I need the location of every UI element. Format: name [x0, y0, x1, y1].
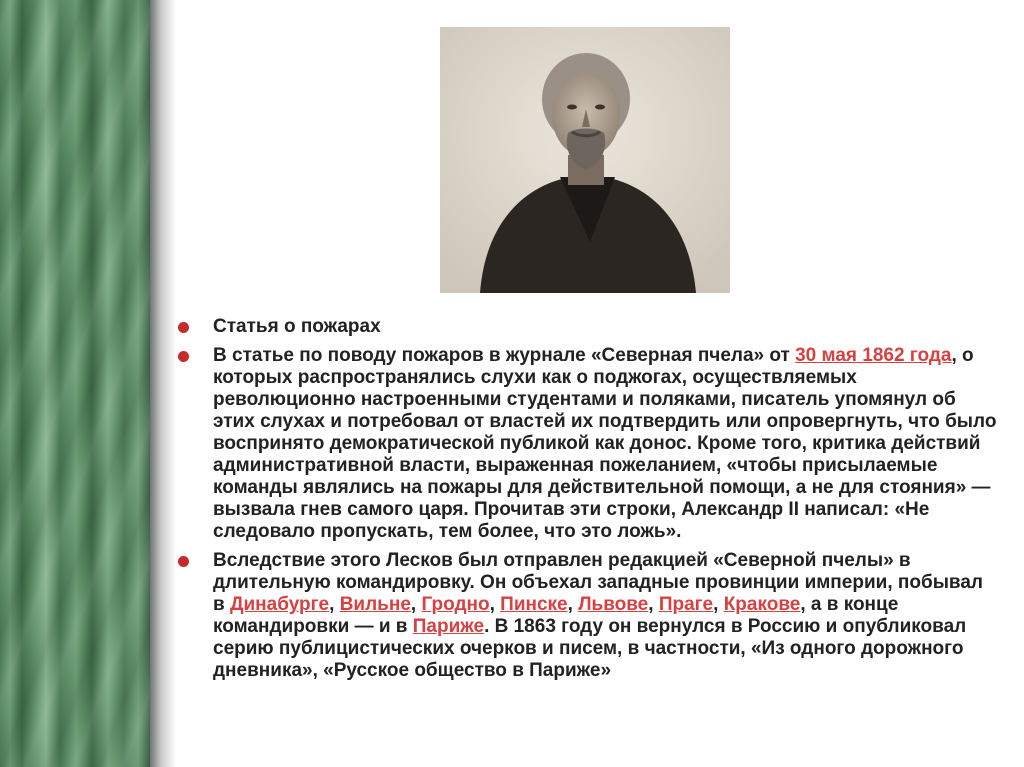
link-dinaburg[interactable]: Динабурге	[229, 594, 330, 615]
curtain-shadow	[150, 0, 176, 767]
text-segment: ,	[329, 594, 340, 615]
text-segment: , а в конце командировки — и в	[213, 594, 899, 637]
text-segment: ,	[648, 594, 659, 615]
link-pinsk[interactable]: Пинске	[500, 594, 568, 615]
link-lvov[interactable]: Львове	[578, 594, 649, 615]
text-segment: ,	[713, 594, 724, 615]
bullet-item	[178, 316, 998, 338]
text-segment: В статье по поводу пожаров в журнале «Северная пчела» от	[213, 345, 796, 366]
link-vilna[interactable]: Вильне	[339, 594, 411, 615]
text-segment: ,	[489, 594, 501, 615]
text-segment: Вследствие этого Лесков был отправлен редакцией «Северной пчелы» в длительную командировку. Он объехал западные провинции империи, побывал в	[213, 550, 983, 615]
portrait-photo	[440, 27, 730, 293]
text-segment: . В 1863 году он вернулся в Россию и опубликовал серию публицистических очерков и писем, в частности, «Из одного дорожного дневника», «Русское общество в Париже»	[213, 616, 967, 681]
link-parizh[interactable]: Париже	[412, 616, 485, 637]
bullet-item	[178, 550, 998, 682]
bullet-list	[178, 316, 998, 689]
bullet-dot-icon	[178, 322, 189, 333]
curtain-decoration	[0, 0, 150, 767]
bullet-item	[178, 345, 998, 543]
text-segment: ,	[567, 594, 579, 615]
text-segment: , о которых распространялись слухи как о поджогах, осуществляемых революционно настроенными студентами и поляками, писатель упомянул об этих слухах и потребовал от властей их подтвердить или опровергнуть, что было воспринято демократической публикой как донос. Кроме того, критика действий административной власти, выраженная пожеланием, «чтобы присылаемые команды являлись на пожары для действительной помощи, а не для стояния» — вызвала гнев самого царя. Прочитав эти строки, Александр II написал: «Не следовало пропускать, тем более, что это ложь».	[213, 345, 997, 542]
link-grodno[interactable]: Гродно	[421, 594, 490, 615]
link-date[interactable]: 30 мая 1862 года	[795, 345, 952, 366]
bullet-text	[213, 345, 998, 543]
text-segment: ,	[410, 594, 422, 615]
text-segment: Статья о пожарах	[213, 316, 381, 337]
bullet-dot-icon	[178, 556, 189, 567]
link-praga[interactable]: Праге	[658, 594, 714, 615]
bullet-dot-icon	[178, 351, 189, 362]
bullet-text	[213, 316, 998, 338]
bullet-text	[213, 550, 998, 682]
link-krakov[interactable]: Кракове	[723, 594, 801, 615]
